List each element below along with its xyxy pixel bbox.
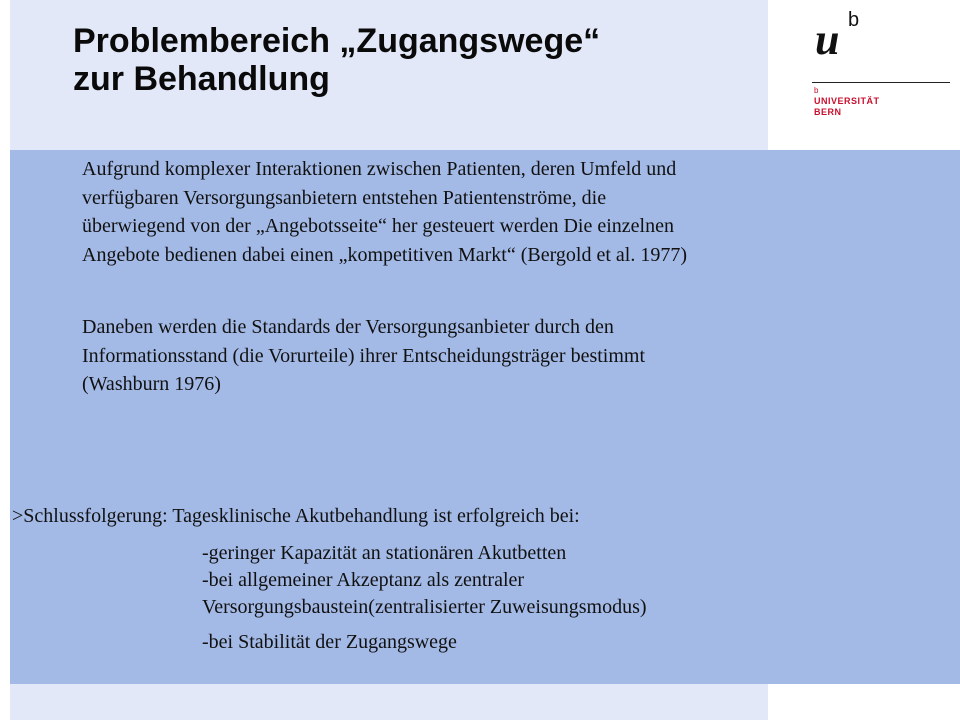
logo-wordmark xyxy=(814,96,880,118)
list-item: Versorgungsbaustein(zentralisierter Zuweisungsmodus) xyxy=(202,596,647,618)
slide-title xyxy=(73,22,600,98)
paragraph-2 xyxy=(82,313,645,399)
footer-panel xyxy=(0,684,768,720)
left-margin xyxy=(0,0,10,720)
list-item: -geringer Kapazität an stationären Akutbetten xyxy=(202,542,567,564)
logo-divider xyxy=(812,82,950,83)
logo-wordmark-line-2: BERN xyxy=(814,107,842,117)
logo-mark-superscript: b xyxy=(848,9,860,31)
slide-title-line-2: zur Behandlung xyxy=(73,60,330,98)
paragraph-line: (Washburn 1976) xyxy=(82,373,221,395)
list-item: -bei Stabilität der Zugangswege xyxy=(202,631,457,653)
conclusion-heading: >Schlussfolgerung: Tagesklinische Akutbehandlung ist erfolgreich bei: xyxy=(12,505,580,527)
logo-mark: u xyxy=(815,15,840,64)
logo-small-b: b xyxy=(814,86,819,95)
paragraph-line: Daneben werden die Standards der Versorgungsanbieter durch den xyxy=(82,316,614,338)
slide-title-line-1: Problembereich „Zugangswege“ xyxy=(73,22,601,60)
paragraph-line: verfügbaren Versorgungsanbietern entstehen Patientenströme, die xyxy=(82,186,607,209)
university-bern-logo xyxy=(808,10,950,122)
list-item: -bei allgemeiner Akzeptanz als zentraler xyxy=(202,569,525,591)
paragraph-line: überwiegend von der „Angebotsseite“ her gesteuert werden Die einzelnen xyxy=(82,215,674,237)
paragraph-1 xyxy=(82,155,687,269)
paragraph-line: Informationsstand (die Vorurteile) ihrer Entscheidungsträger bestimmt xyxy=(82,344,646,367)
conclusion-list xyxy=(202,540,647,656)
logo-wordmark-line-1: UNIVERSITÄT xyxy=(814,96,880,106)
paragraph-line: Angebote bedienen dabei einen „kompetitiven Markt“ (Bergold et al. 1977) xyxy=(82,243,687,266)
paragraph-line: Aufgrund komplexer Interaktionen zwischen Patienten, deren Umfeld und xyxy=(82,158,677,180)
